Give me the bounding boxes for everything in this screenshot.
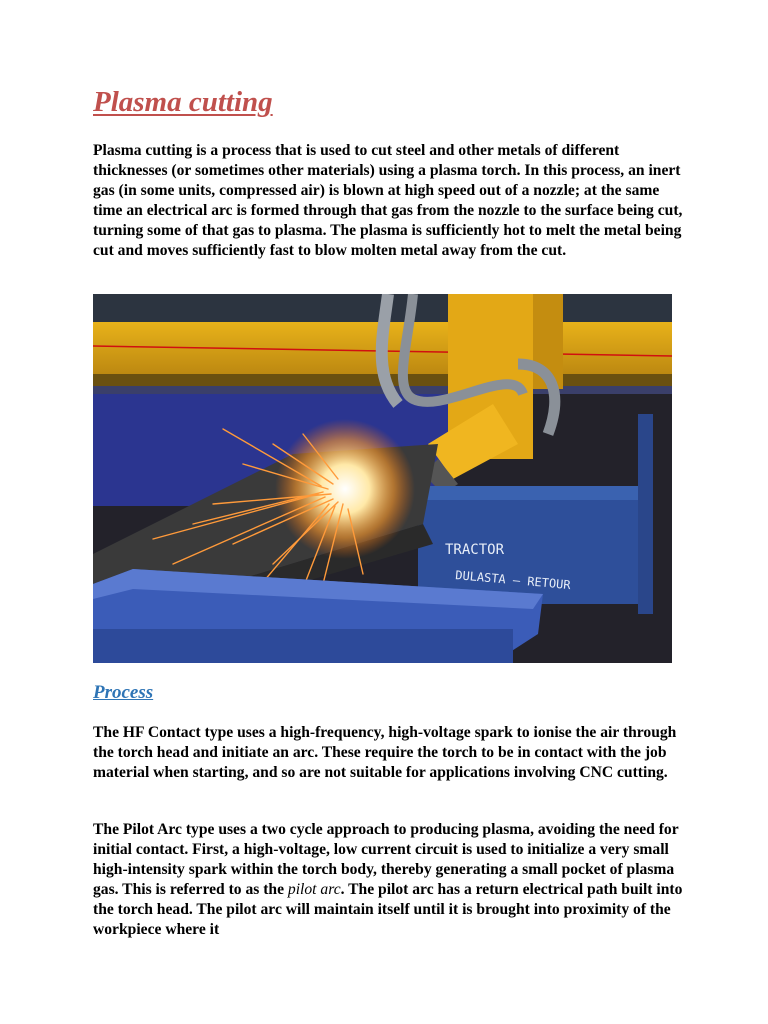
- box-label-dulasta: DULASTA — RETOUR: [454, 568, 572, 593]
- pilot-arc-paragraph: [93, 820, 683, 940]
- intro-paragraph: Plasma cutting is a process that is used to cut steel and other metals of different thicknesses (or sometimes other materials) using a plasma torch. In this process, an inert gas (in some units, compressed air) is blown at high speed out of a nozzle; at the same time an electrical arc is formed through that gas from the nozzle to the surface being cut, turning some of that gas to plasma. The plasma is sufficiently hot to melt the metal being cut and moves sufficiently fast to blow molten metal away from the cut.: [93, 142, 683, 259]
- hf-contact-paragraph: The HF Contact type uses a high-frequency, high-voltage spark to ionise the air through the torch head and initiate an arc. These require the torch to be in contact with the job material when starting, and so are not suitable for applications involving CNC cutting.: [93, 724, 677, 781]
- pilot-arc-term: pilot arc: [287, 881, 341, 898]
- plasma-cutting-photo: [93, 294, 672, 663]
- pilot-arc-text-2: . The pilot arc has a return electrical path built into the torch head. The pilot arc will maintain itself until it is brought into proximity of the workpiece where it: [93, 881, 683, 938]
- page-title: Plasma cutting: [93, 86, 273, 118]
- pilot-arc-text-1: The Pilot Arc type uses a two cycle approach to producing plasma, avoiding the need for initial contact. First, a high-voltage, low current circuit is used to initialize a very small high-intensity spark within the torch body, thereby generating a small pocket of plasma gas. This is referred to as the: [93, 821, 679, 898]
- section-heading-process: Process: [93, 682, 154, 703]
- box-label-tractor: TRACTOR: [445, 542, 505, 558]
